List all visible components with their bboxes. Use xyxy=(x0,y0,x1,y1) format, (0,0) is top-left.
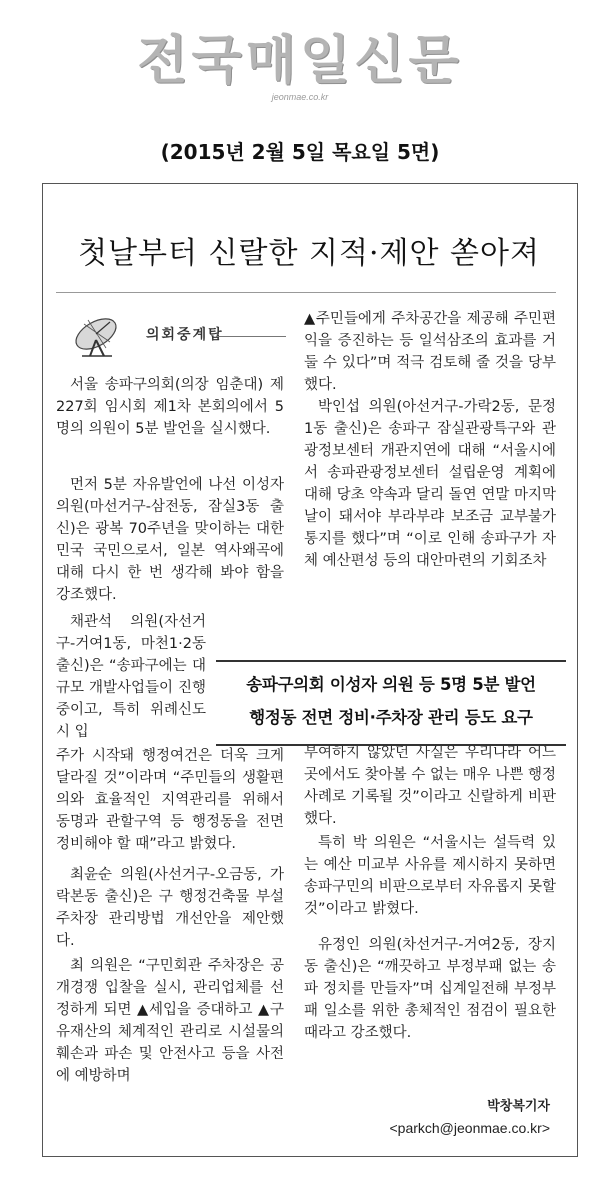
badge-divider xyxy=(216,336,286,337)
newspaper-masthead: 전국매일신문 xyxy=(137,31,463,91)
left-paragraph-5: 최윤순 의원(사선거구-오금동, 가락본동 출신)은 구 행정건축물 부설 주차장 관리방법 개선안을 제안했다. xyxy=(56,867,284,949)
article-subheadline xyxy=(216,660,566,746)
reporter-email: <parkch@jeonmae.co.kr> xyxy=(389,1120,550,1136)
subheadline-line-1: 송파구의회 이성자 의원 등 5명 5분 발언 xyxy=(246,675,536,694)
left-paragraph-4: 주가 시작돼 행정여건은 더욱 크게 달라질 것”이라며 “주민들의 생활편의와 효율적인 지역관리를 위해서 동명과 관할구역 등 행정동을 전면 정비해야 할 때”라고 밝혔다. xyxy=(56,748,284,852)
right-paragraph-1: ▲주민들에게 주차공간을 제공해 주민편익을 증진하는 등 일석삼조의 효과를 거둘 수 있다”며 적극 검토해 줄 것을 당부했다. xyxy=(304,311,556,393)
headline-divider xyxy=(56,292,556,293)
reporter-byline: 박창복기자 xyxy=(487,1099,550,1114)
newspaper-domain: jeonmae.co.kr xyxy=(271,92,329,102)
publication-date: (2015년 2월 5일 목요일 5면) xyxy=(160,140,440,164)
right-paragraph-5: 유정인 의원(차선거구-거여2동, 장지동 출신)은 “깨끗하고 부정부패 없는 송파 정치를 만들자”며 십계일전해 부정부패 일소를 위한 총체적인 점검이 필요한 때라고 강조했다. xyxy=(304,937,556,1041)
section-badge-label: 의회중계탑 xyxy=(146,327,224,343)
left-paragraph-3: 채관석 의원(자선거구-거여1동, 마천1·2동 출신)은 “송파구에는 대규모 개발사업들이 진행중이고, 특히 위례신도시 입 xyxy=(56,614,206,740)
satellite-dish-icon xyxy=(66,310,144,358)
right-paragraph-2: 박인섭 의원(아선거구-가락2동, 문정1동 출신)은 송파구 잠실관광특구와 관광정보센터 개관지연에 대해 “서울시에서 송파관광정보센터 설립운영 계획에 대해 당초 약속과 달리 돌연 연말 마지막 날이 돼서야 부라부랴 보조금 교부불가통지를 했다”며 “이로 인해 송파구가 자체 예산편성 등의 대안마련의 기회조차 xyxy=(304,399,556,569)
right-paragraph-3: 부여하지 않았던 사실은 우리나라 어느 곳에서도 찾아볼 수 없는 매우 나쁜 행정사례로 기록될 것”이라고 신랄하게 비판했다. xyxy=(304,745,556,827)
section-badge xyxy=(66,310,288,358)
subheadline-line-2: 행정동 전면 정비·주차장 관리 등도 요구 xyxy=(249,708,533,727)
right-paragraph-4: 특히 박 의원은 “서울시는 설득력 있는 예산 미교부 사유를 제시하지 못하면 송파구민의 비판으로부터 자유롭지 못할 것”이라고 밝혔다. xyxy=(304,835,556,917)
left-paragraph-6: 최 의원은 “구민회관 주차장은 공개경쟁 입찰을 실시, 관리업체를 선정하게 되면 ▲세입을 증대하고 ▲구유재산의 체계적인 관리로 시설물의 훼손과 파손 및 안전사고 등을 사전에 예방하며 xyxy=(56,958,284,1084)
left-paragraph-1: 서울 송파구의회(의장 임춘대) 제227회 임시회 제1차 본회의에서 5명의 의원이 5분 발언을 실시했다. xyxy=(56,377,284,437)
left-paragraph-2: 먼저 5분 자유발언에 나선 이성자 의원(마선거구-삼전동, 잠실3동 출신)은 광복 70주년을 맞이하는 대한민국 국민으로서, 일본 역사왜곡에 대해 다시 한 번 생각해 봐야 함을 강조했다. xyxy=(56,477,284,603)
article-headline: 첫날부터 신랄한 지적·제안 쏟아져 xyxy=(78,236,540,271)
